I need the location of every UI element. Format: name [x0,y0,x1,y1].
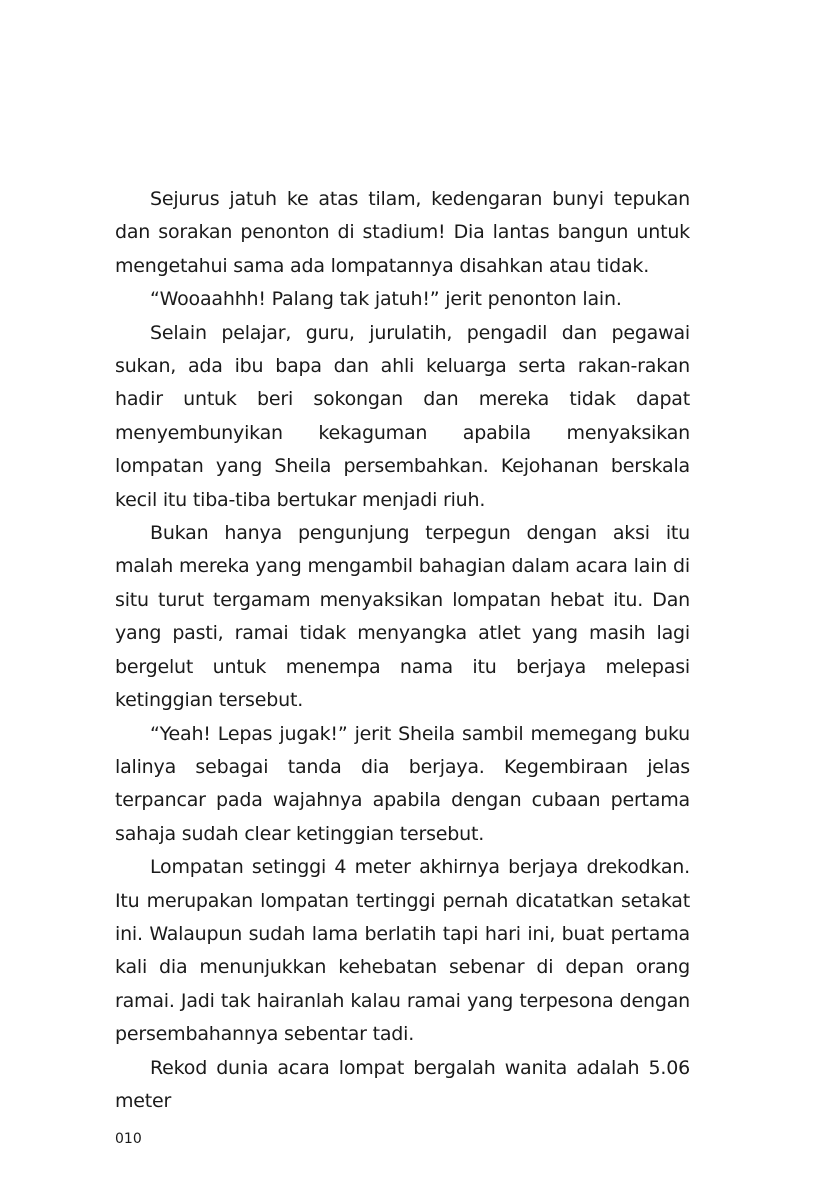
paragraph-7: Rekod dunia acara lompat bergalah wanita adalah 5.06 meter [115,1056,690,1112]
paragraph-4: Bukan hanya pengunjung terpegun dengan aksi itu malah mereka yang mengambil bahagian dalam acara lain di situ turut tergamam menyaksikan lompatan hebat itu. Dan yang pasti, ramai tidak menyangka atlet yang masih lagi bergelut untuk menempa nama itu berjaya melepasi ketinggian tersebut. [115,522,690,712]
paragraph-5: “Yeah! Lepas jugak!” jerit Sheila sambil memegang buku lalinya sebagai tanda dia berjaya. Kegembiraan jelas terpancar pada wajahnya apabila dengan cubaan pertama sahaja sudah clear ketinggian tersebut. [115,722,690,845]
page-number: 010 [115,1131,142,1147]
paragraph-3: Selain pelajar, guru, jurulatih, pengadil dan pegawai sukan, ada ibu bapa dan ahli keluarga serta rakan-rakan hadir untuk beri sokongan dan mereka tidak dapat menyembunyikan kekaguman apabila menyaksikan lompatan yang Sheila persembahkan. Kejohanan berskala kecil itu tiba-tiba bertukar menjadi riuh. [115,321,690,511]
paragraph-6: Lompatan setinggi 4 meter akhirnya berjaya drekodkan. Itu merupakan lompatan tertinggi pernah dicatatkan setakat ini. Walaupun sudah lama berlatih tapi hari ini, buat pertama kali dia menunjukkan kehebatan sebenar di depan orang ramai. Jadi tak hairanlah kalau ramai yang terpesona dengan persembahannya sebentar tadi. [115,856,690,1046]
paragraph-2: “Wooaahhh! Palang tak jatuh!” jerit penonton lain. [150,288,622,311]
paragraph-1: Sejurus jatuh ke atas tilam, kedengaran bunyi tepukan dan sorakan penonton di stadium! Dia lantas bangun untuk mengetahui sama ada lompatannya disahkan atau tidak. [115,188,690,277]
page-body [115,183,690,1118]
